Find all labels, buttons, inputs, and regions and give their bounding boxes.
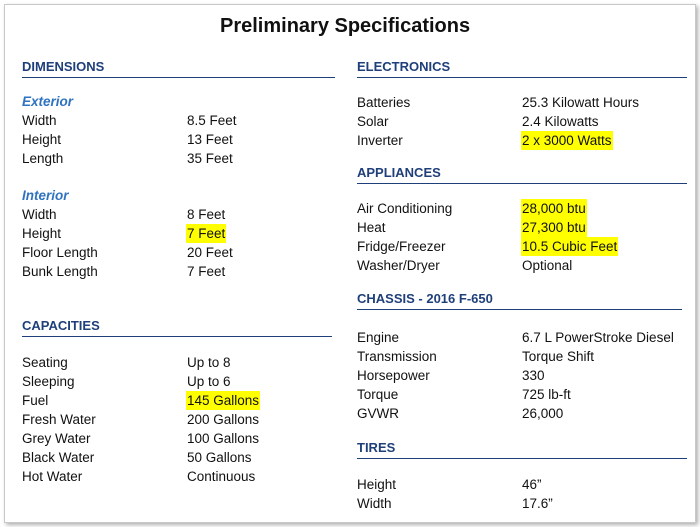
spec-value: 100 Gallons	[187, 431, 260, 446]
spec-label: Transmission	[357, 349, 437, 364]
spec-label: Seating	[22, 355, 68, 370]
spec-value-highlighted: 10.5 Cubic Feet	[522, 239, 618, 254]
spec-value-highlighted: 27,300 btu	[522, 220, 586, 235]
page-title: Preliminary Specifications	[220, 15, 471, 37]
spec-value: Up to 8	[187, 355, 231, 370]
spec-value: 46”	[522, 477, 542, 492]
spec-label: Engine	[357, 330, 400, 345]
spec-label: Heat	[357, 220, 386, 235]
spec-label: GVWR	[357, 406, 399, 421]
electronics-heading: ELECTRONICS	[357, 59, 687, 78]
spec-value: 13 Feet	[187, 132, 233, 147]
spec-label: Fresh Water	[22, 412, 96, 427]
spec-label: Air Conditioning	[357, 201, 453, 216]
spec-sheet	[4, 4, 696, 523]
tires-heading: TIRES	[357, 440, 687, 459]
spec-value: 20 Feet	[187, 245, 233, 260]
spec-value: 200 Gallons	[187, 412, 260, 427]
spec-value: 35 Feet	[187, 151, 233, 166]
spec-label: Height	[357, 477, 397, 492]
spec-value: 25.3 Kilowatt Hours	[522, 95, 640, 110]
spec-value: 17.6”	[522, 496, 553, 511]
spec-value: 725 lb-ft	[522, 387, 571, 402]
spec-value: Torque Shift	[522, 349, 595, 364]
spec-value: 8.5 Feet	[187, 113, 237, 128]
spec-label: Sleeping	[22, 374, 75, 389]
spec-value: 330	[522, 368, 545, 383]
spec-label: Width	[22, 207, 57, 222]
dimensions-heading: DIMENSIONS	[22, 59, 335, 78]
exterior-subheading: Exterior	[22, 94, 74, 109]
spec-value: Optional	[522, 258, 573, 273]
spec-label: Fuel	[22, 393, 49, 408]
chassis-heading: CHASSIS - 2016 F-650	[357, 291, 682, 310]
spec-value-highlighted: 145 Gallons	[187, 393, 260, 408]
spec-value: 26,000	[522, 406, 564, 421]
spec-label: Batteries	[357, 95, 411, 110]
spec-value-highlighted: 28,000 btu	[522, 201, 586, 216]
spec-label: Height	[22, 226, 62, 241]
spec-label: Width	[22, 113, 57, 128]
spec-value: 7 Feet	[187, 264, 226, 279]
appliances-heading: APPLIANCES	[357, 165, 687, 184]
spec-label: Solar	[357, 114, 389, 129]
spec-value-highlighted: 2 x 3000 Watts	[522, 133, 612, 148]
spec-label: Length	[22, 151, 64, 166]
spec-value: Up to 6	[187, 374, 231, 389]
spec-label: Height	[22, 132, 62, 147]
spec-value: 50 Gallons	[187, 450, 252, 465]
spec-value: Continuous	[187, 469, 256, 484]
spec-label: Fridge/Freezer	[357, 239, 446, 254]
spec-label: Grey Water	[22, 431, 91, 446]
spec-label: Horsepower	[357, 368, 430, 383]
spec-label: Floor Length	[22, 245, 98, 260]
spec-label: Width	[357, 496, 392, 511]
spec-label: Washer/Dryer	[357, 258, 440, 273]
spec-label: Black Water	[22, 450, 95, 465]
spec-label: Inverter	[357, 133, 403, 148]
spec-value: 2.4 Kilowatts	[522, 114, 599, 129]
spec-label: Bunk Length	[22, 264, 98, 279]
capacities-heading: CAPACITIES	[22, 318, 332, 337]
spec-value: 6.7 L PowerStroke Diesel	[522, 330, 674, 345]
interior-subheading: Interior	[22, 188, 69, 203]
spec-label: Hot Water	[22, 469, 83, 484]
spec-value-highlighted: 7 Feet	[187, 226, 226, 241]
spec-label: Torque	[357, 387, 399, 402]
spec-value: 8 Feet	[187, 207, 226, 222]
